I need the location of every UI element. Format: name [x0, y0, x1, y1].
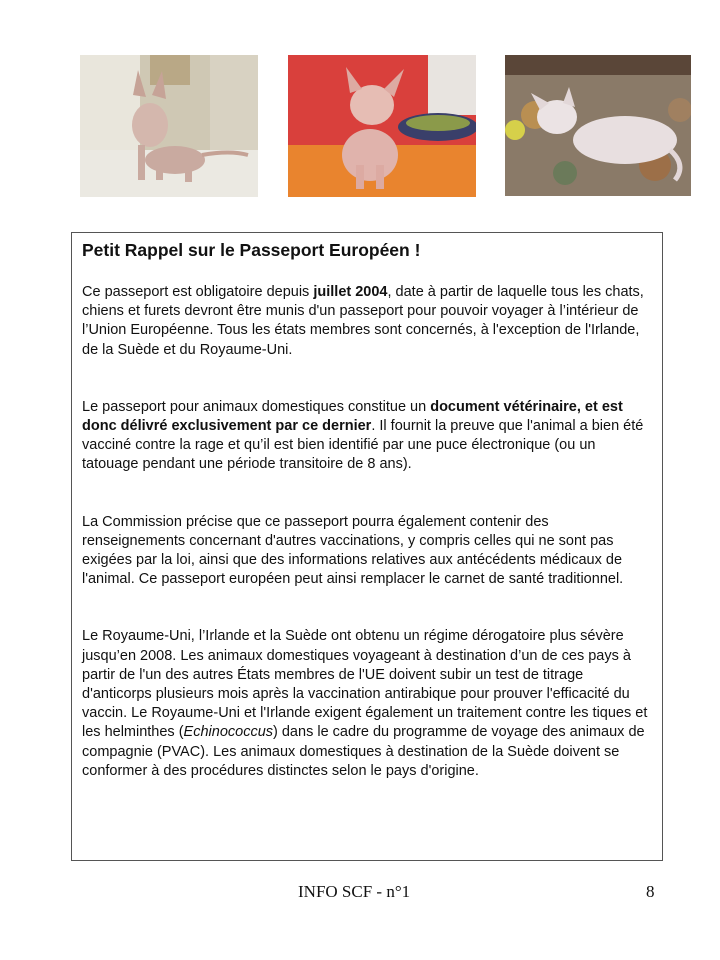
footer-page-number: 8	[646, 882, 655, 901]
paragraph-veterinary-document	[82, 398, 652, 475]
kitten-photo-3-illustration	[505, 55, 691, 196]
p1-text-start: Ce passeport est obligatoire depuis	[82, 284, 314, 300]
photo-kitten-sitting	[288, 55, 476, 197]
kitten-photo-1-illustration	[80, 55, 258, 197]
p2-text-end: . Il fournit la preuve que l'animal a bien été vacciné contre la rage et qu’il est bien identifié par une puce électronique (ou un tatouage pendant une période transitoire de 8 ans).	[82, 418, 644, 473]
p1-date-bold: juillet 2004	[313, 284, 388, 300]
p2-text-start: Le passeport pour animaux domestiques constitue un	[82, 398, 431, 415]
paragraph-derogation	[82, 627, 652, 781]
p4-text-start: Le Royaume-Uni, l’Irlande et la Suède ont obtenu un régime dérogatoire plus sévère jusqu’en 2008. Les animaux domestiques voyageant à destination d’un de ces pays à partir de l'un des autres États membres de l'UE doivent subir un test de titrage d'anticorps plusieurs mois après la vaccination antirabique pour prouver l'efficacité du vaccin. Le Royaume-Uni et l'Irlande exigent également un traitement contre les tiques et les helminthes (	[82, 628, 648, 741]
p4-species-italic: Echinococcus	[183, 724, 274, 741]
article-title: Petit Rappel sur le Passeport Européen !	[82, 240, 421, 260]
passport-info-box	[71, 232, 663, 861]
kitten-photo-2-illustration	[288, 55, 476, 197]
p1-text-end: , date à partir de laquelle tous les chats, chiens et furets devront être munis d'un passeport pour pouvoir voyager à l’intérieur de l’Union Européenne. Tous les états membres sont concernés, à l'exception de l'Irlande, de la Suède et du Royaume-Uni.	[82, 284, 644, 358]
paragraph-commission: La Commission précise que ce passeport pourra également contenir des renseignements concernant d'autres vaccinations, y compris celles qui ne sont pas exigées par la loi, ainsi que des informations relatives aux antécédents médicaux de l'animal. Ce passeport européen peut ainsi remplacer le carnet de santé traditionnel.	[82, 513, 624, 588]
paragraph-obligation	[82, 283, 652, 360]
p2-emphasis-bold: document vétérinaire, et est donc délivré exclusivement par ce dernier	[82, 398, 623, 435]
photo-kitten-lying	[505, 55, 691, 196]
photo-kitten-standing	[80, 55, 258, 197]
p4-text-end: ) dans le cadre du programme de voyage des animaux de compagnie (PVAC). Les animaux domestiques à destination de la Suède doivent se conformer à des procédures distinctes selon le pays d'origine.	[82, 724, 645, 779]
footer-publication: INFO SCF - n°1	[298, 882, 411, 901]
